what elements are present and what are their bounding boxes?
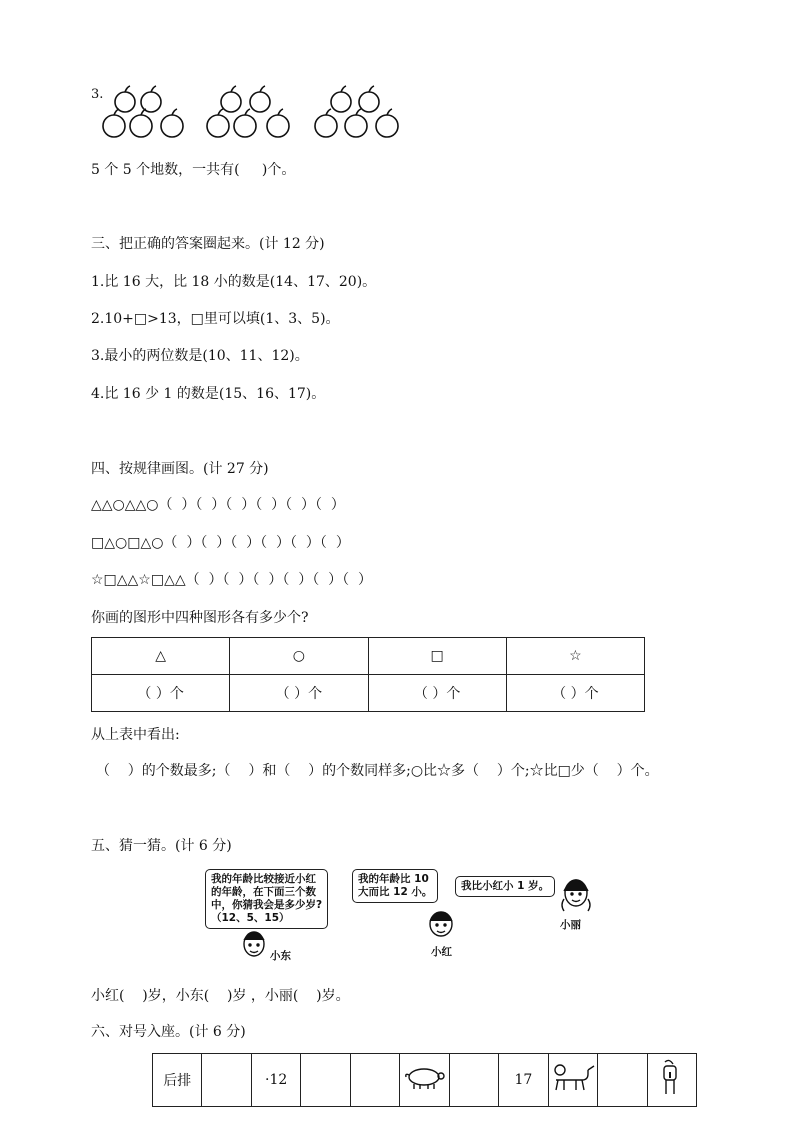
- table-cell-triangle-count: （ ）个: [92, 675, 230, 712]
- seat-cell-dog: [548, 1054, 597, 1107]
- seat-cell-pig: [400, 1054, 449, 1107]
- seat-cell-number: 17: [499, 1054, 548, 1107]
- seat-cell: [449, 1054, 498, 1107]
- seat-row-label: 后排: [153, 1054, 202, 1107]
- table-header-triangle: △: [92, 638, 230, 675]
- section3-item-2: 2.10+□>13，□里可以填(1、3、5)。: [91, 311, 340, 327]
- girl-face-icon: [556, 869, 596, 915]
- seat-cell-goat: [647, 1054, 696, 1107]
- pattern-row-3: ☆□△△☆□△△（ ）（ ）（ ）（ ）（ ）（ ）: [91, 572, 373, 588]
- speech-bubble-xiaoli: 我比小红小 1 岁。: [455, 876, 555, 897]
- goat-icon: [657, 1058, 687, 1098]
- section5-title: 五、猜一猜。(计 6 分): [91, 838, 232, 854]
- apple-icon-group: [313, 84, 405, 142]
- table-cell-star-count: （ ）个: [506, 675, 644, 712]
- seat-cell: [301, 1054, 350, 1107]
- shape-count-table: [91, 637, 645, 712]
- speech-bubble-xiaodong: 我的年龄比较接近小红 的年龄，在下面三个数 中，你猜我会是多少岁? （12、5、15）: [205, 869, 328, 929]
- section4-title: 四、按规律画图。(计 27 分): [91, 461, 269, 477]
- seat-cell-number: ·12: [251, 1054, 300, 1107]
- apple-group-3: [313, 84, 405, 142]
- section3-item-4: 4.比 16 少 1 的数是(15、16、17)。: [91, 386, 326, 402]
- apple-group-2: [205, 84, 295, 142]
- seat-cell: [598, 1054, 647, 1107]
- table-header-circle: ○: [230, 638, 368, 675]
- q3-text: 5 个 5 个地数，一共有( )个。: [91, 162, 296, 178]
- pattern-row-1: △△○△△○（ ）（ ）（ ）（ ）（ ）（ ）: [91, 497, 345, 513]
- apple-group-1: [102, 84, 192, 142]
- seat-cell: [202, 1054, 251, 1107]
- section4-question: 你画的图形中四种图形各有多少个?: [91, 610, 309, 626]
- section4-observe: 从上表中看出:: [91, 727, 180, 743]
- pig-icon: [402, 1065, 446, 1091]
- table-cell-circle-count: （ ）个: [230, 675, 368, 712]
- section3-title: 三、把正确的答案圈起来。(计 12 分): [91, 236, 325, 252]
- name-xiaoli: 小丽: [560, 919, 581, 931]
- seat-cell: [350, 1054, 399, 1107]
- section6-title: 六、对号入座。(计 6 分): [91, 1024, 246, 1040]
- girl-face-icon: [423, 905, 459, 941]
- table-header-star: ☆: [506, 638, 644, 675]
- seat-table: [152, 1053, 697, 1107]
- speech-bubble-xiaohong: 我的年龄比 10 大而比 12 小。: [352, 869, 438, 903]
- name-xiaohong: 小红: [431, 946, 452, 958]
- apple-icon-group: [102, 84, 192, 142]
- name-xiaodong: 小东: [270, 950, 291, 962]
- table-header-square: □: [368, 638, 506, 675]
- section5-answer: 小红( )岁，小东( )岁 ，小丽( )岁。: [91, 988, 350, 1004]
- girl-face-icon: [238, 926, 270, 960]
- section4-observe-line: （ ）的个数最多;（ ）和（ ）的个数同样多;○比☆多（ ）个;☆比□少（ ）个。: [96, 763, 659, 779]
- dog-icon: [550, 1062, 596, 1094]
- apple-icon-group: [205, 84, 295, 142]
- table-cell-square-count: （ ）个: [368, 675, 506, 712]
- section3-item-3: 3.最小的两位数是(10、11、12)。: [91, 348, 309, 364]
- section3-item-1: 1.比 16 大，比 18 小的数是(14、17、20)。: [91, 274, 377, 290]
- q3-label: 3.: [91, 87, 104, 102]
- pattern-row-2: □△○□△○（ ）（ ）（ ）（ ）（ ）（ ）: [91, 535, 350, 551]
